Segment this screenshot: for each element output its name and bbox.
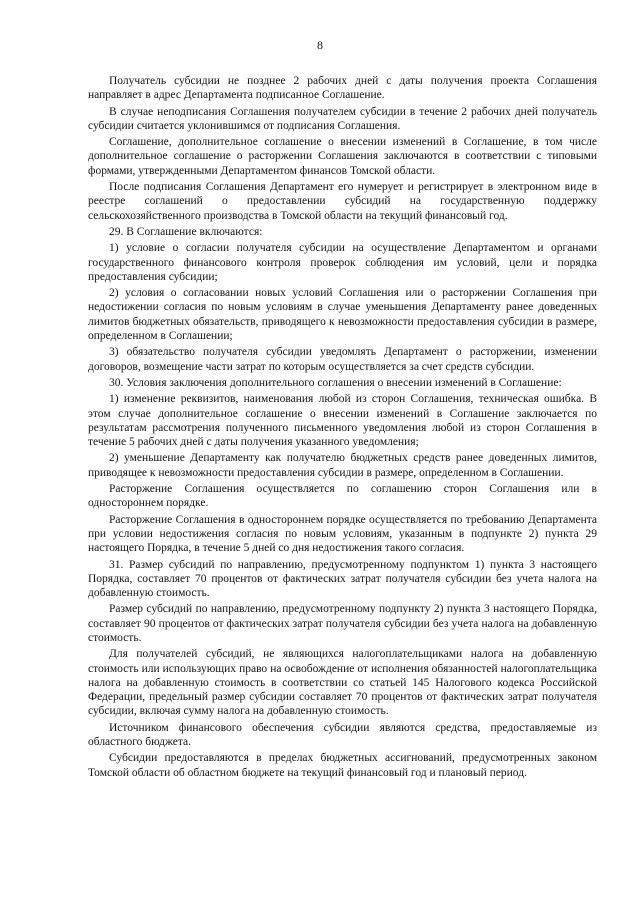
paragraph: В случае неподписания Соглашения получателем субсидии в течение 2 рабочих дней получатель субсидии считается уклонившимся от подписания Соглашения.: [88, 105, 597, 132]
paragraph: Расторжение Соглашения в одностороннем порядке осуществляется по требованию Департамента при условии недостижения согласия по новым условиям, указанным в подпункте 2) пункта 29 настоящего Порядка, в течение 5 дней со дня недостижения такого согласия.: [88, 513, 597, 555]
paragraph: Размер субсидий по направлению, предусмотренному подпункту 2) пункта 3 настоящего Порядка, составляет 90 процентов от фактических затрат получателя субсидии без учета налога на добавленную стоимость.: [88, 603, 597, 644]
paragraph: 29. В Соглашение включаются:: [109, 225, 263, 238]
paragraph: Расторжение Соглашения осуществляется по соглашению сторон Соглашения или в одностороннем порядке.: [88, 483, 597, 510]
paragraph: Для получателей субсидий, не являющихся налогоплательщиками налога на добавленную стоимость или использующих право на освобождение от исполнения обязанностей налогоплательщика налога на добавленную стоимость в соответствии со статьей 145 Налогового кодекса Российской Федерации, предельный размер субсидии составляет 70 процентов от фактических затрат получателя субсидии, включая сумму налога на добавленную стоимость.: [88, 648, 597, 718]
paragraph: Соглашение, дополнительное соглашение о внесении изменений в Соглашение, в том числе дополнительное соглашение о расторжении Соглашения заключаются в соответствии с типовыми формами, утвержденными Департаментом финансов Томской области.: [88, 136, 597, 177]
document-body: [88, 74, 597, 782]
paragraph: 2) условия о согласовании новых условий Соглашения или о расторжении Соглашения при недостижении согласия по новым условиям в случае уменьшения Департаменту ранее доведенных лимитов бюджетных обязательств, приводящего к невозможности предоставления субсидии в размере, определенном в Соглашении;: [88, 287, 597, 343]
page-number: 8: [317, 38, 323, 52]
paragraph: Субсидии предоставляются в пределах бюджетных ассигнований, предусмотренных законом Томской области об областном бюджете на текущий финансовый год и плановый период.: [88, 752, 597, 779]
paragraph: 31. Размер субсидий по направлению, предусмотренному подпунктом 1) пункта 3 настоящего Порядка, составляет 70 процентов от фактических затрат получателя субсидии без учета налога на добавленную стоимость.: [88, 558, 597, 600]
paragraph: 1) изменение реквизитов, наименования любой из сторон Соглашения, техническая ошибка. В этом случае дополнительное соглашение о внесении изменений в Соглашение заключается по результатам рассмотрения полученного письменного уведомления любой из сторон Соглашения в течение 5 рабочих дней с даты получения указанного уведомления;: [88, 393, 597, 449]
paragraph: 2) уменьшение Департаменту как получателю бюджетных средств ранее доведенных лимитов, приводящее к невозможности предоставления субсидии в размере, определенном в Соглашении.: [88, 452, 597, 479]
paragraph: 1) условие о согласии получателя субсидии на осуществление Департаментом и органами государственного финансового контроля проверок соблюдения им условий, цели и порядка предоставления субсидии;: [88, 242, 597, 283]
paragraph: После подписания Соглашения Департамент его нумерует и регистрирует в электронном виде в реестре соглашений о предоставлении субсидий на государственную поддержку сельскохозяйственного производства в Томской области на текущий финансовый год.: [88, 181, 597, 222]
paragraph: Источником финансового обеспечения субсидии являются средства, предоставляемые из областного бюджета.: [88, 721, 597, 749]
paragraph: 3) обязательство получателя субсидии уведомлять Департамент о расторжении, изменении договоров, возмещение части затрат по которым осуществляется за счет средств субсидии.: [88, 346, 597, 373]
paragraph: Получатель субсидии не позднее 2 рабочих дней с даты получения проекта Соглашения направляет в адрес Департамента подписанное Соглашение.: [88, 75, 597, 102]
paragraph: 30. Условия заключения дополнительного соглашения о внесении изменений в Соглашение:: [109, 376, 562, 389]
